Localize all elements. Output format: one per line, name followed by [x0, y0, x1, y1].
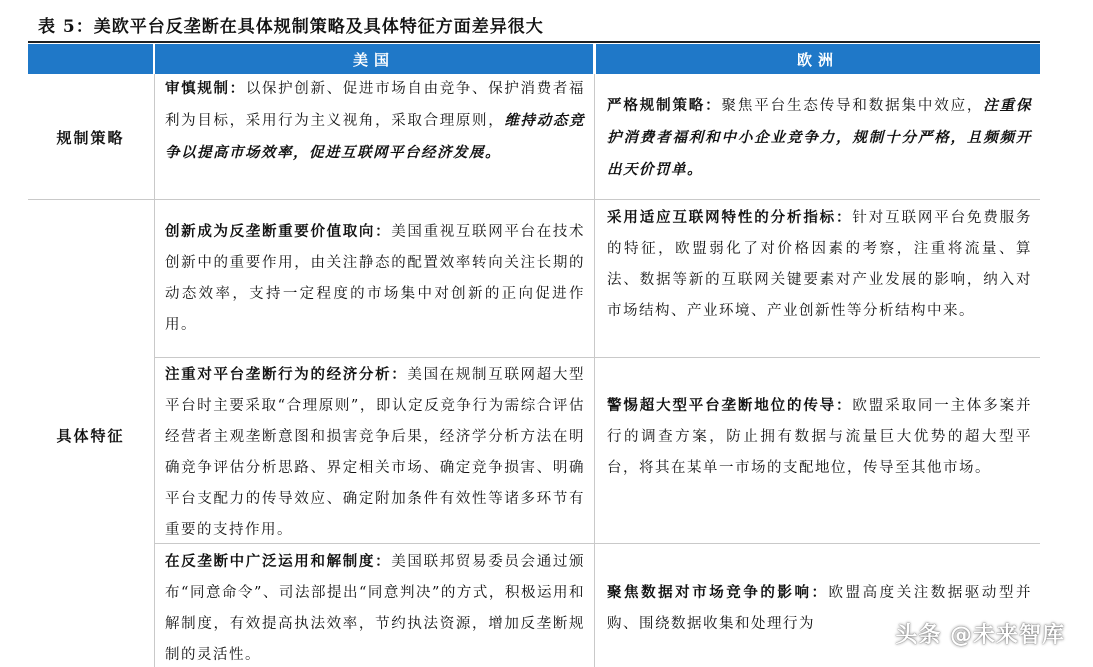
- feature-2-us-lead: 注重对平台垄断行为的经济分析：: [165, 366, 408, 383]
- header-eu: 欧洲: [596, 44, 1040, 74]
- feature-1-eu-lead: 采用适应互联网特性的分析指标：: [607, 209, 853, 226]
- row-label-strategy: 规制策略: [56, 129, 125, 147]
- strategy-eu-text: 聚焦平台生态传导和数据集中效应，: [721, 98, 984, 114]
- feature-2-eu-text: 欧盟采取同一主体多案并行的调查方案，防止拥有数据与流量巨大优势的超大型平台，将其在某单一市场的支配地位，传导至其他市场。: [607, 398, 1033, 476]
- header-blank-cell: [28, 44, 153, 74]
- feature-1-eu-cell: [607, 202, 1032, 327]
- feature-3-us-cell: [165, 546, 585, 667]
- divider-col-1: [154, 74, 155, 667]
- feature-3-eu-lead: 聚焦数据对市场竞争的影响：: [607, 584, 829, 601]
- strategy-eu-cell: [607, 90, 1032, 186]
- feature-2-us-text: 美国在规制互联网超大型平台时主要采取“合理原则”，即认定反竞争行为需综合评估经营者主观垄断意图和损害竞争后果，经济学分析方法在明确竞争评估分析思路、界定相关市场、确定竞争损害、明确平台支配力的传导效应、确定附加条件有效性等诸多环节有重要的支持作用。: [165, 367, 586, 538]
- strategy-us-cell: [165, 73, 585, 169]
- strategy-us-text: 以保护创新、促进市场自由竞争、保护消费者福利为目标，采用行为主义视角，采取合理原则，: [165, 81, 586, 129]
- feature-3-us-lead: 在反垄断中广泛运用和解制度：: [165, 553, 392, 570]
- feature-2-eu-lead: 警惕超大型平台垄断地位的传导：: [607, 397, 853, 414]
- feature-2-eu-cell: [607, 390, 1032, 484]
- feature-1-us-cell: [165, 216, 585, 341]
- feature-3-us-text: 美国联邦贸易委员会通过颁布“同意命令”、司法部提出“同意判决”的方式，积极运用和解制度，有效提高执法效率，节约执法资源，增加反垄断规制的灵活性。: [165, 554, 586, 663]
- divider-row-strategy: [28, 199, 1040, 200]
- strategy-eu-emph: 注重保护消费者福利和中小企业竞争力，规制十分严格，且频频开出天价罚单。: [607, 97, 1033, 178]
- row-label-features: 具体特征: [56, 427, 125, 445]
- strategy-us-lead: 审慎规制：: [165, 80, 246, 97]
- feature-1-us-lead: 创新成为反垄断重要价值取向：: [165, 223, 392, 240]
- divider-col-2: [594, 74, 595, 667]
- feature-2-us-cell: [165, 359, 585, 546]
- divider-row-feature-1: [155, 357, 1040, 358]
- strategy-us-emph: 维持动态竞争以提高市场效率，促进互联网平台经济发展。: [165, 112, 585, 161]
- title-rule: [28, 41, 1040, 43]
- strategy-eu-lead: 严格规制策略：: [607, 97, 722, 114]
- feature-3-eu-text: 欧盟高度关注数据驱动型并购、围绕数据收集和处理行为: [607, 585, 1033, 632]
- table-title: 表 5：美欧平台反垄断在具体规制策略及具体特征方面差异很大: [38, 17, 544, 37]
- feature-1-us-text: 美国重视互联网平台在技术创新中的重要作用，由关注静态的配置效率转向关注长期的动态效率，支持一定程度的市场集中对创新的正向促进作用。: [165, 224, 586, 333]
- watermark-logo: 头条 @未来智库: [895, 623, 1065, 648]
- feature-1-eu-text: 针对互联网平台免费服务的特征，欧盟弱化了对价格因素的考察，注重将流量、算法、数据等新的互联网关键要素对产业发展的影响，纳入对市场结构、产业环境、产业创新性等分析结构中来。: [607, 210, 1033, 319]
- header-us: 美国: [155, 44, 593, 74]
